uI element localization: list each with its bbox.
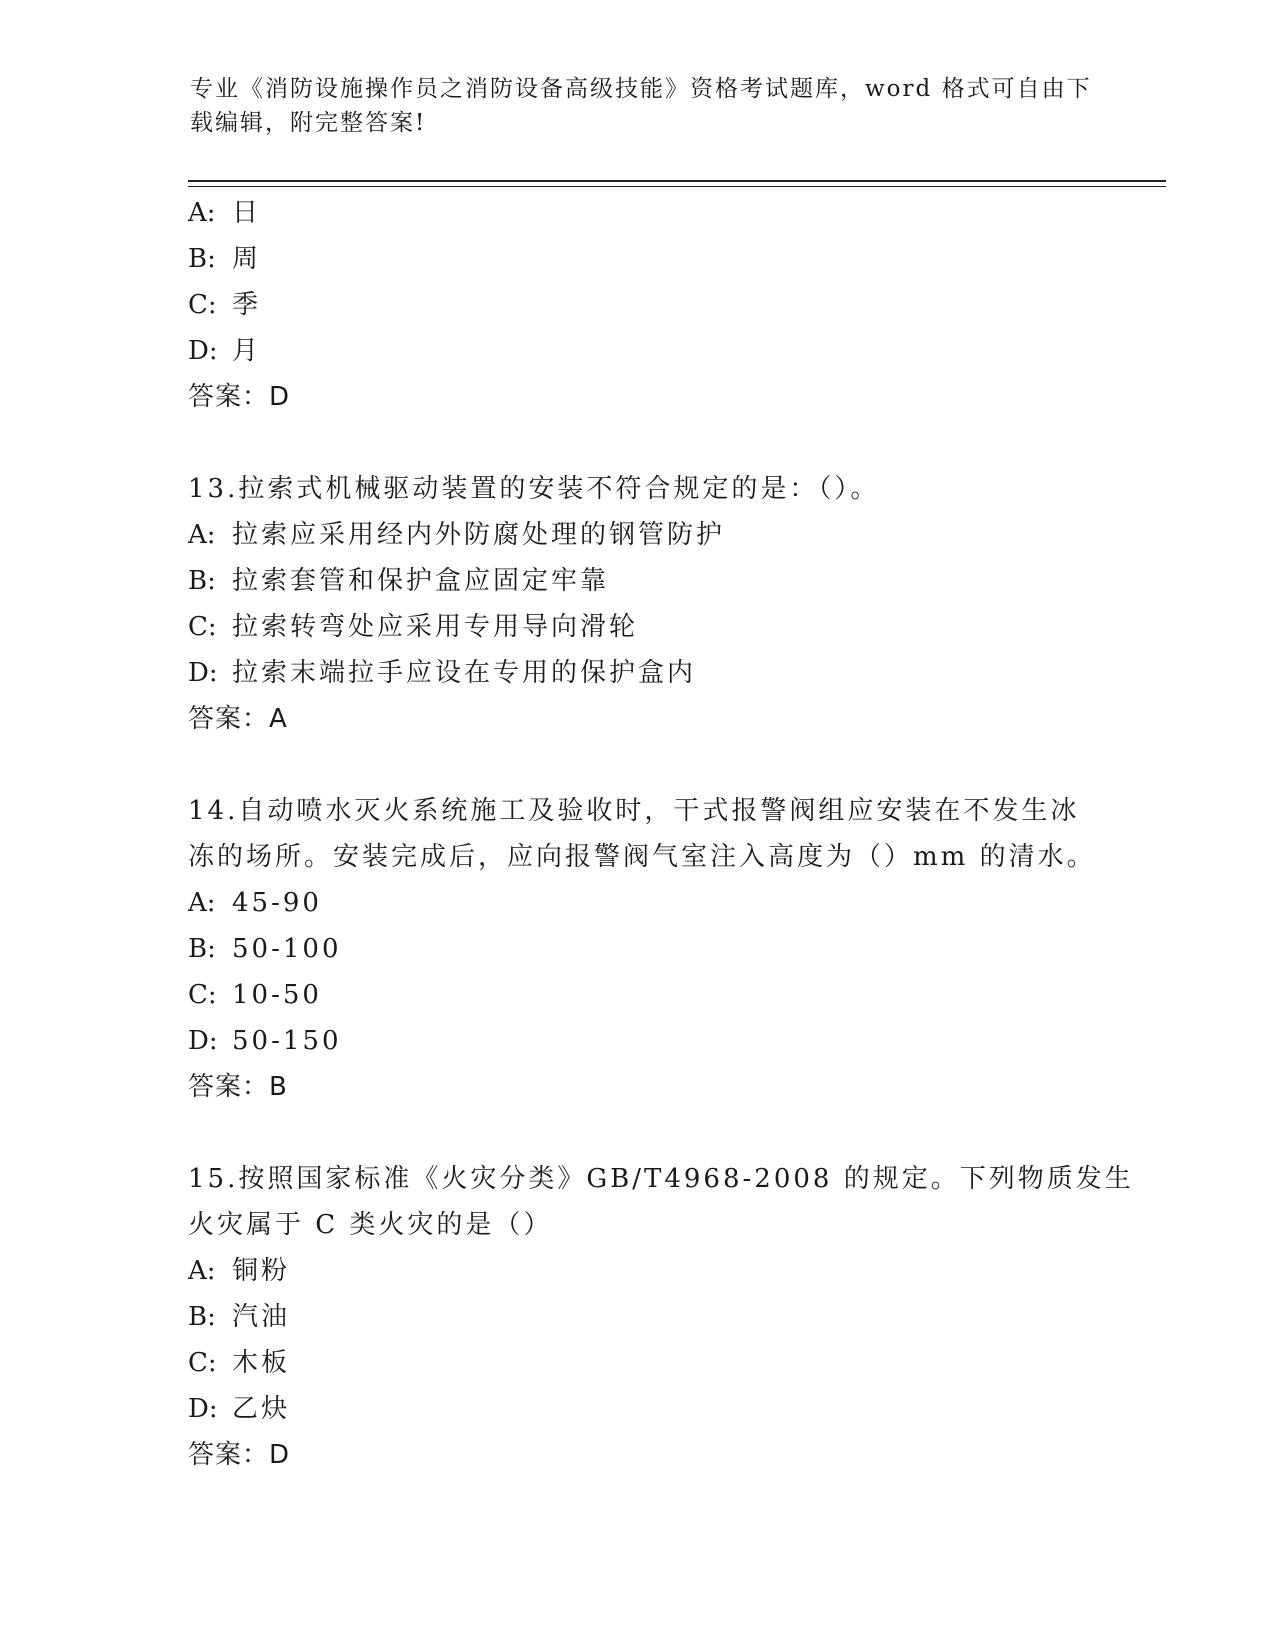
option-text: 乙炔 <box>232 1394 291 1424</box>
option-b <box>188 236 1148 282</box>
question-13 <box>188 466 1148 742</box>
option-a <box>188 190 1148 236</box>
header-line-1: 专业《消防设施操作员之消防设备高级技能》资格考试题库，word 格式可自由下 <box>190 76 1092 102</box>
option-key: C: <box>188 612 217 642</box>
option-key: B: <box>188 1302 216 1332</box>
option-text: 季 <box>232 290 262 320</box>
answer-line: 答案：A <box>188 704 288 734</box>
option-text: 10-50 <box>232 980 322 1010</box>
option-text: 月 <box>232 336 262 366</box>
option-text: 50-100 <box>232 934 342 964</box>
option-key: B: <box>188 244 216 274</box>
option-key: A: <box>188 888 216 918</box>
option-key: C: <box>188 980 217 1010</box>
question-15 <box>188 1156 1148 1478</box>
option-key: A: <box>188 1256 216 1286</box>
option-key: D: <box>188 1394 218 1424</box>
option-text: 50-150 <box>232 1026 342 1056</box>
answer-line: 答案：B <box>188 1072 288 1102</box>
option-key: D: <box>188 336 218 366</box>
option-b <box>188 926 1148 972</box>
option-a <box>188 880 1148 926</box>
option-b <box>188 1294 1148 1340</box>
option-text: 拉索末端拉手应设在专用的保护盒内 <box>232 658 697 688</box>
option-d <box>188 1018 1148 1064</box>
option-text: 周 <box>232 244 262 274</box>
option-c <box>188 282 1148 328</box>
option-b <box>188 558 1148 604</box>
option-text: 木板 <box>232 1348 291 1378</box>
option-key: A: <box>188 520 216 550</box>
question-stem-line-2: 冻的场所。安装完成后，应向报警阀气室注入高度为（）mm 的清水。 <box>188 842 1096 872</box>
option-key: B: <box>188 566 216 596</box>
option-d <box>188 328 1148 374</box>
option-d <box>188 650 1148 696</box>
option-text: 日 <box>232 198 262 228</box>
question-stem-line-2: 火灾属于 C 类火灾的是（） <box>188 1210 553 1240</box>
header-line-2: 载编辑，附完整答案! <box>190 110 427 136</box>
answer-line: 答案：D <box>188 382 291 412</box>
option-text: 铜粉 <box>232 1256 291 1286</box>
option-c <box>188 604 1148 650</box>
option-d <box>188 1386 1148 1432</box>
option-text: 汽油 <box>232 1302 291 1332</box>
option-key: D: <box>188 1026 218 1056</box>
option-text: 拉索应采用经内外防腐处理的钢管防护 <box>232 520 726 550</box>
question-stem: 13.拉索式机械驱动装置的安装不符合规定的是：（）。 <box>188 474 880 504</box>
option-text: 拉索转弯处应采用专用导向滑轮 <box>232 612 639 642</box>
option-key: C: <box>188 1348 217 1378</box>
page-header <box>190 72 1092 140</box>
question-14 <box>188 788 1148 1110</box>
option-text: 45-90 <box>232 888 322 918</box>
header-divider-thick <box>188 180 1166 182</box>
answer-line: 答案：D <box>188 1440 291 1470</box>
option-key: A: <box>188 198 216 228</box>
question-12-continued <box>188 190 1148 420</box>
option-a <box>188 1248 1148 1294</box>
option-key: D: <box>188 658 218 688</box>
option-c <box>188 1340 1148 1386</box>
question-list <box>188 190 1148 1478</box>
option-key: B: <box>188 934 216 964</box>
question-stem-line-1: 15.按照国家标准《火灾分类》GB/T4968-2008 的规定。下列物质发生 <box>188 1164 1134 1194</box>
option-text: 拉索套管和保护盒应固定牢靠 <box>232 566 610 596</box>
option-a <box>188 512 1148 558</box>
header-divider-thin <box>188 186 1166 187</box>
option-c <box>188 972 1148 1018</box>
question-stem-line-1: 14.自动喷水灭火系统施工及验收时，干式报警阀组应安装在不发生冰 <box>188 796 1080 826</box>
option-key: C: <box>188 290 217 320</box>
